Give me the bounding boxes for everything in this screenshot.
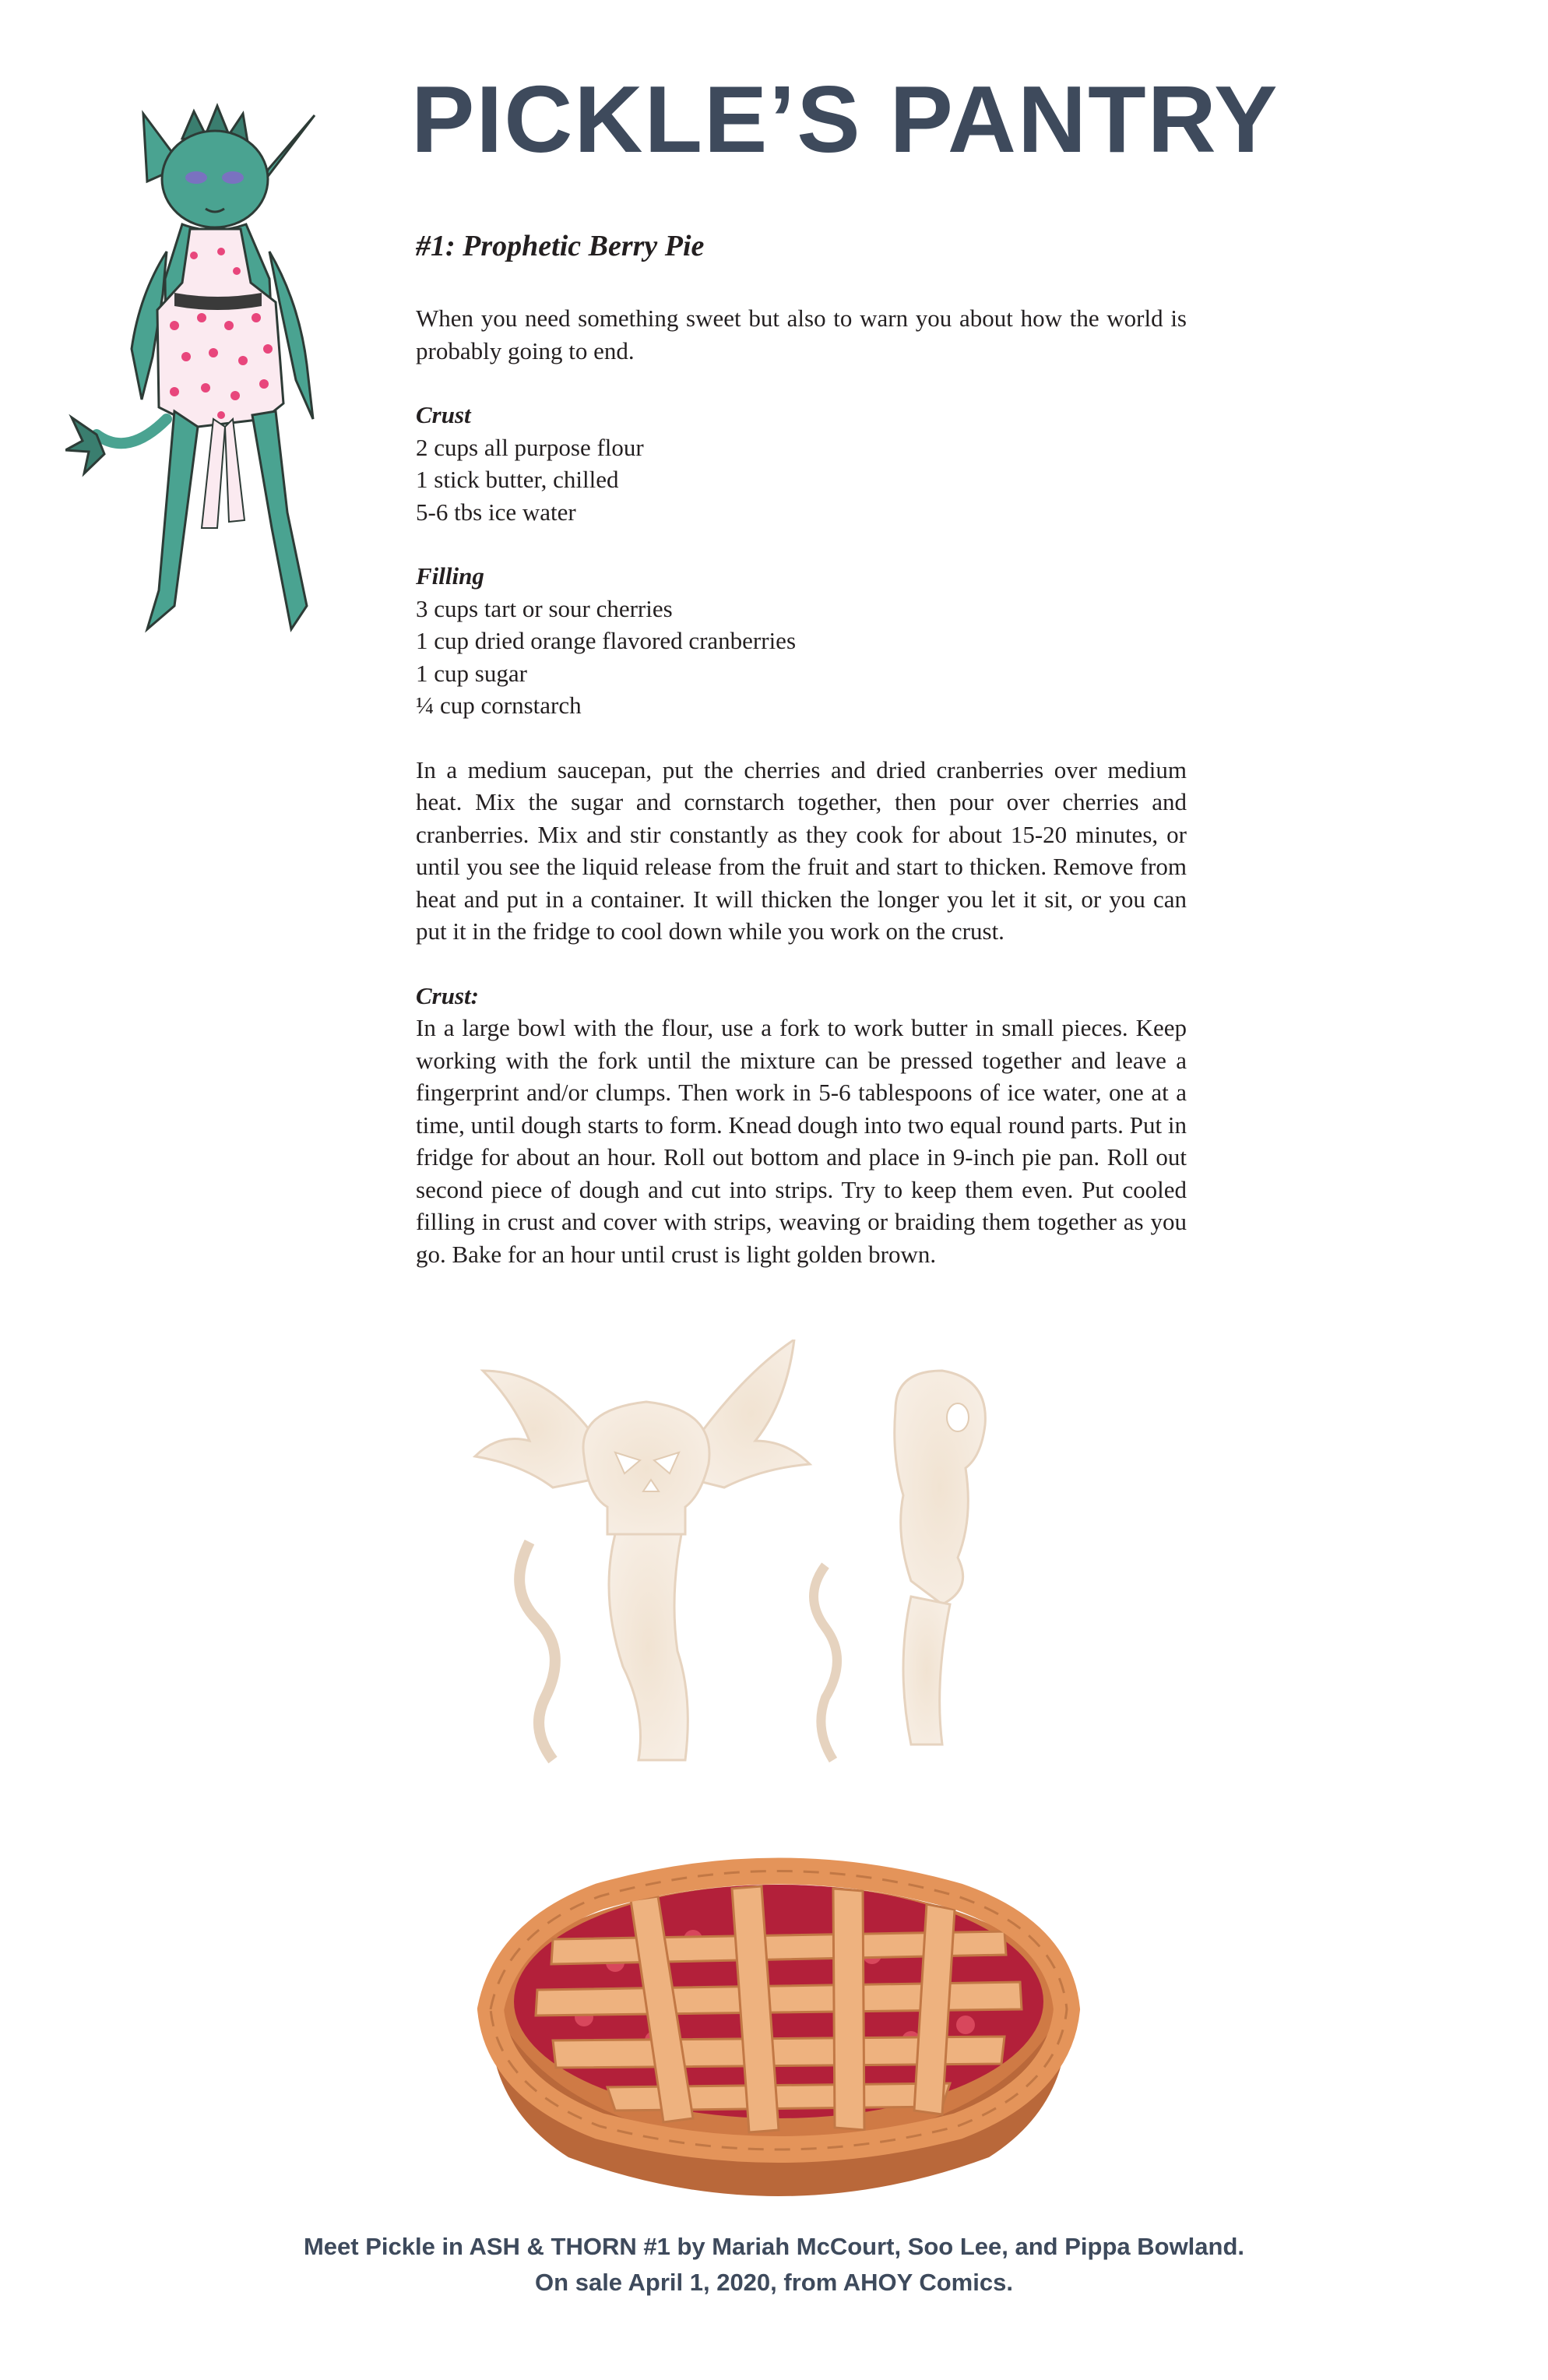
goblin-illustration: [65, 92, 377, 637]
recipe-intro: When you need something sweet but also to warn you about how the world is probably going to end.: [416, 305, 1187, 364]
filling-method: In a medium saucepan, put the cherries and dried cranberries over medium heat. Mix the sugar and cornstarch together, then pour over cherries and cranberries. Mix and stir constantly as they cook for about 15-20 minutes, or until you see the liquid release from the fruit and start to thicken. Remove from heat and put in a container. It will thicken the longer you let it sit, or you can put it in the fridge to cool down while you work on the crust.: [416, 755, 1187, 945]
ingredient-item: 5-6 tbs ice water: [416, 498, 576, 526]
ingredient-item: 1 cup dried orange flavored cranberries: [416, 627, 797, 654]
footer-line-1: Meet Pickle in ASH & THORN #1 by Mariah McCourt, Soo Lee, and Pippa Bowland.: [303, 2233, 1245, 2260]
recipe-heading: #1: Prophetic Berry Pie: [416, 230, 705, 262]
ingredient-item: 2 cups all purpose flour: [416, 433, 644, 461]
ingredient-item: 3 cups tart or sour cherries: [416, 594, 673, 622]
smoke-skull-illustration: [475, 1340, 985, 1760]
footer: [0, 2229, 1548, 2301]
filling-label: Filling: [416, 562, 484, 590]
crust-ingredients: [416, 399, 1187, 528]
ingredient-item: 1 stick butter, chilled: [416, 466, 619, 493]
crust-method: [416, 980, 1187, 1271]
crust-label: Crust: [416, 401, 471, 428]
ingredient-item: 1 cup sugar: [416, 659, 527, 687]
crust-method-label: Crust:: [416, 981, 479, 1009]
crust-method-text: In a large bowl with the flour, use a fork to work butter in small pieces. Keep working with the fork until the mixture can be pressed together and leave a fingerprint and/or clumps. Then work in 5-6 tablespoons of ice water, one at a time, until dough starts to form. Knead dough into two equal round parts. Put in fridge for about an hour. Roll out bottom and place in 9-inch pie pan. Roll out second piece of dough and cut into strips. Try to keep them even. Put cooled filling in crust and cover with strips, weaving or braiding them together as you go. Bake for an hour until crust is light golden brown.: [416, 1014, 1187, 1268]
ingredient-item: ¼ cup cornstarch: [416, 692, 582, 719]
pie-illustration: [459, 1340, 1098, 2220]
filling-ingredients: [416, 560, 1187, 722]
recipe: [416, 227, 1187, 1270]
page-title: PICKLE’S PANTRY: [411, 66, 1279, 172]
footer-line-2: On sale April 1, 2020, from AHOY Comics.: [535, 2269, 1013, 2296]
